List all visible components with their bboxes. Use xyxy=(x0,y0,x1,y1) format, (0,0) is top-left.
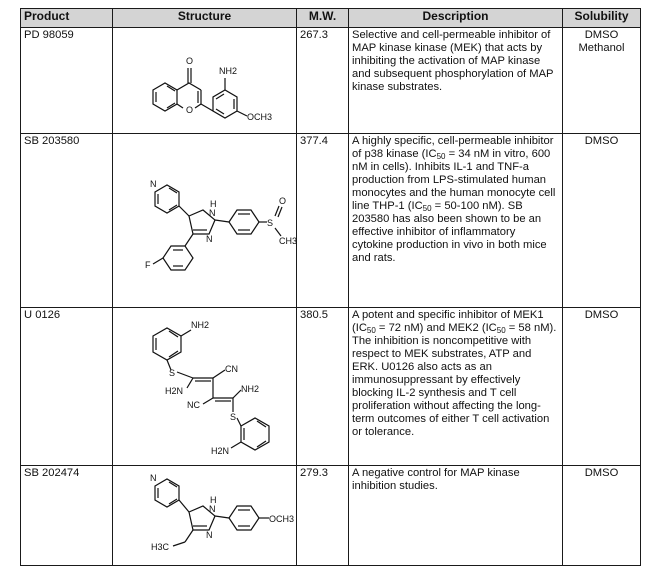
subscript: 50 xyxy=(436,152,446,161)
molecular-weight: 267.3 xyxy=(297,28,349,134)
structure-sb203580 xyxy=(113,134,297,306)
solvent: DMSO xyxy=(584,29,619,41)
atom-label: N xyxy=(150,473,157,483)
subscript: 50 xyxy=(422,204,432,213)
structure-cell xyxy=(113,134,297,308)
atom-label: NH2 xyxy=(241,384,260,394)
atom-label: OCH3 xyxy=(247,112,273,122)
description: A negative control for MAP kinase inhibition studies. xyxy=(349,466,563,566)
description xyxy=(349,134,563,308)
solvent: DMSO xyxy=(584,135,619,147)
subscript: 50 xyxy=(366,326,376,335)
atom-label: S xyxy=(230,412,237,422)
solubility xyxy=(563,134,641,308)
structure-cell xyxy=(113,308,297,466)
solubility xyxy=(563,466,641,566)
table-row xyxy=(21,308,641,466)
description-text: = 72 nM) and MEK2 (IC xyxy=(375,322,497,334)
header-mw: M.W. xyxy=(297,9,349,28)
atom-label: NH2 xyxy=(191,320,210,330)
header-row xyxy=(21,9,641,28)
description-text: = 34 nM in vitro, 600 nM in cells). Inhibits IL-1 and TNF-a production from LPS-stimulated human monocytes and the human monocyte cell line THP-1 (IC xyxy=(352,148,556,212)
product-table xyxy=(20,8,641,566)
description-text: A highly specific, cell-permeable inhibitor of p38 kinase (IC xyxy=(352,135,554,160)
structure-cell xyxy=(113,466,297,566)
atom-label: H xyxy=(210,495,217,505)
atom-label: N xyxy=(206,530,213,540)
atom-label: NH2 xyxy=(219,66,238,76)
molecular-weight: 377.4 xyxy=(297,134,349,308)
atom-label: O xyxy=(279,196,287,206)
header-product: Product xyxy=(21,9,113,28)
atom-label: N xyxy=(209,504,216,514)
atom-label: N xyxy=(150,179,157,189)
product-name: U 0126 xyxy=(21,308,113,466)
subscript: 50 xyxy=(496,326,506,335)
molecular-weight: 279.3 xyxy=(297,466,349,566)
atom-label: H xyxy=(210,199,217,209)
description-text: A potent and specific inhibitor of MEK1 (IC xyxy=(352,309,544,334)
molecular-weight: 380.5 xyxy=(297,308,349,466)
atom-label: OCH3 xyxy=(269,514,295,524)
description xyxy=(349,308,563,466)
structure-sb202474 xyxy=(113,466,297,564)
table-row xyxy=(21,28,641,134)
atom-label: S xyxy=(169,368,176,378)
atom-label: NC xyxy=(187,400,200,410)
atom-label: CH3 xyxy=(279,236,297,246)
atom-label: CN xyxy=(225,364,238,374)
structure-cell xyxy=(113,28,297,134)
atom-label: N xyxy=(206,234,213,244)
product-name: SB 202474 xyxy=(21,466,113,566)
atom-label: N xyxy=(209,208,216,218)
structure-pd98059 xyxy=(113,28,297,132)
solubility xyxy=(563,28,641,134)
atom-label: S xyxy=(267,218,274,228)
atom-label: O xyxy=(186,56,194,66)
structure-u0126 xyxy=(113,308,297,464)
description: Selective and cell-permeable inhibitor of MAP kinase kinase (MEK) that acts by inhibiting the activation of MAP kinase and subsequent phosphorylation of MAP kinase substrates. xyxy=(349,28,563,134)
description-text: = 50-100 nM). SB 203580 has also been shown to be an effective inhibitor of inflammatory cytokine production in vivo in both mice and rats. xyxy=(352,200,547,264)
solvent: DMSO xyxy=(584,467,619,479)
solubility xyxy=(563,308,641,466)
table-row xyxy=(21,466,641,566)
atom-label: F xyxy=(145,260,151,270)
solvent: DMSO xyxy=(584,309,619,321)
description-text: = 58 nM). The inhibition is noncompetitive with respect to MEK substrates, ATP and ERK. U0126 also acts as an immunosuppressant by effectively blocking IL-2 synthesis and T cell proliferation without affecting the long-term outcomes of either T cell activation or tolerance. xyxy=(352,322,557,438)
header-structure: Structure xyxy=(113,9,297,28)
table-row xyxy=(21,134,641,308)
atom-label: H2N xyxy=(165,386,184,396)
solvent: Methanol xyxy=(578,42,625,54)
product-name: PD 98059 xyxy=(21,28,113,134)
product-name: SB 203580 xyxy=(21,134,113,308)
header-description: Description xyxy=(349,9,563,28)
atom-label: H2N xyxy=(211,446,230,456)
header-solubility: Solubility xyxy=(563,9,641,28)
atom-label: H3C xyxy=(151,542,170,552)
atom-label: O xyxy=(186,105,194,115)
product-table-wrapper xyxy=(20,8,640,568)
